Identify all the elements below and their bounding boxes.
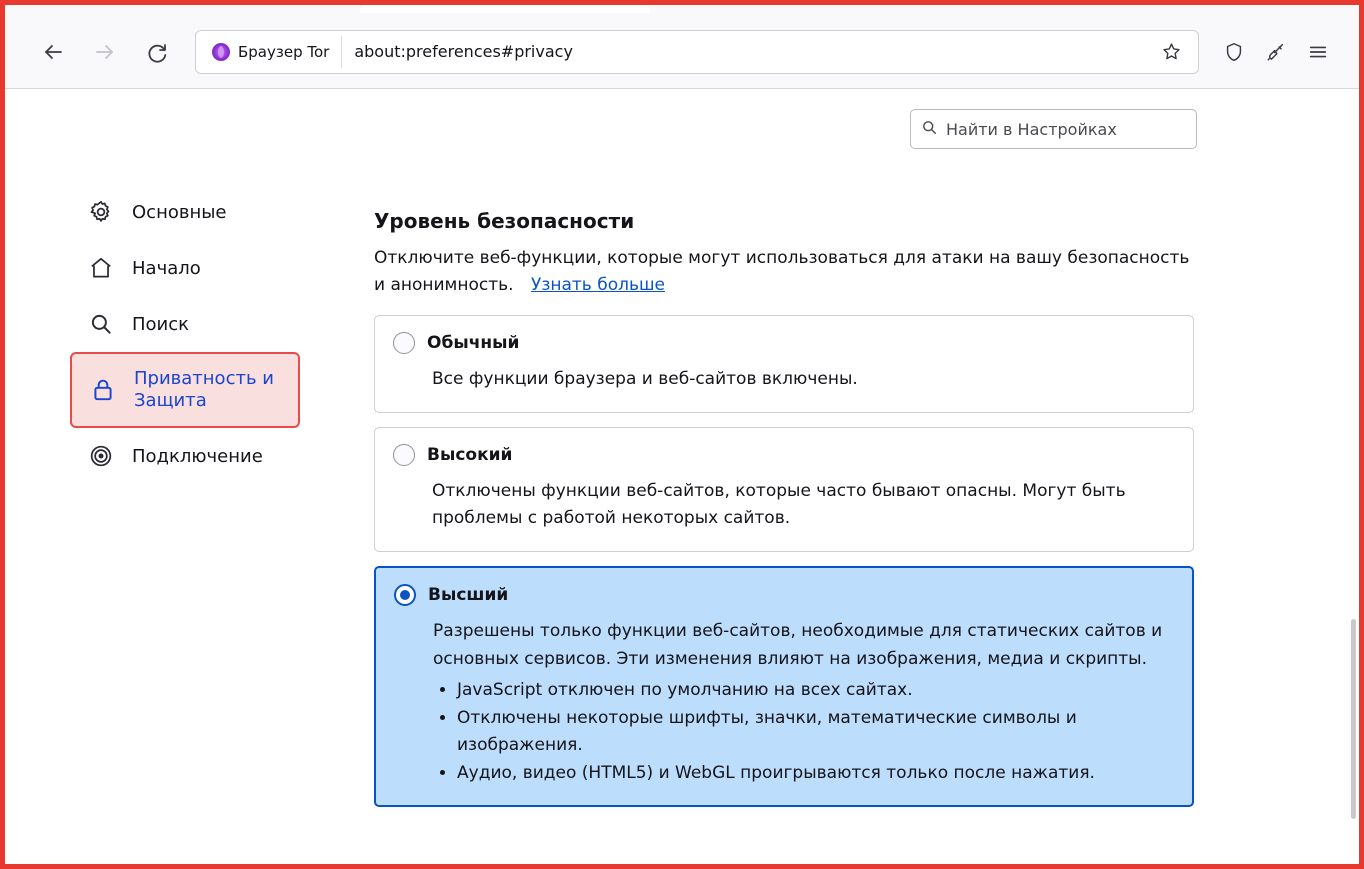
forward-button[interactable] — [85, 32, 125, 72]
sidebar-item-label: Поиск — [132, 313, 190, 335]
lock-icon — [88, 375, 118, 405]
navigation-toolbar — [5, 15, 1359, 88]
onion-connection-icon — [86, 441, 116, 471]
shield-icon[interactable] — [1213, 32, 1255, 72]
browser-chrome — [5, 5, 1359, 89]
search-icon — [921, 119, 938, 140]
hamburger-menu-icon[interactable] — [1297, 32, 1339, 72]
sidebar-item-home[interactable] — [70, 240, 300, 296]
section-description-text: Отключите веб-функции, которые могут использоваться для атаки на вашу безопасность и анонимность. — [374, 248, 1190, 296]
section-description — [374, 245, 1194, 299]
new-identity-broom-icon[interactable] — [1255, 32, 1297, 72]
level-description: Отключены функции веб-сайтов, которые часто бывают опасны. Могут быть проблемы с работой некоторых сайтов. — [432, 480, 1126, 529]
url-bar[interactable] — [195, 30, 1199, 74]
security-level-panel — [374, 209, 1194, 821]
sidebar-item-label: Основные — [132, 201, 227, 223]
search-input[interactable]: Найти в Настройках — [946, 119, 1117, 139]
sidebar-item-connection[interactable] — [70, 428, 300, 484]
list-item: • Отключены некоторые шрифты, значки, математические символы и изображения. — [457, 705, 1172, 760]
sidebar-item-search[interactable] — [70, 296, 300, 352]
site-identity-chip[interactable] — [204, 36, 342, 68]
sidebar-item-general[interactable] — [70, 184, 300, 240]
url-text[interactable]: about:preferences#privacy — [354, 42, 573, 61]
radio-safer[interactable] — [393, 444, 415, 466]
home-icon — [86, 253, 116, 283]
security-level-option-safest[interactable] — [374, 566, 1194, 807]
radio-standard[interactable] — [393, 332, 415, 354]
list-item: • JavaScript отключен по умолчанию на всех сайтах. — [457, 677, 1172, 705]
level-description: Все функции браузера и веб-сайтов включены. — [432, 369, 858, 390]
preferences-page — [5, 89, 1359, 864]
settings-search[interactable] — [910, 109, 1197, 149]
star-icon[interactable] — [1154, 35, 1188, 69]
level-description: Разрешены только функции веб-сайтов, необходимые для статических сайтов и основных сервисов. Эти изменения влияют на изображения, медиа и скрипты. — [433, 620, 1163, 669]
radio-safest[interactable] — [394, 584, 416, 606]
url-bar-actions — [1154, 35, 1188, 69]
security-level-option-standard[interactable] — [374, 315, 1194, 413]
security-level-option-safer[interactable] — [374, 427, 1194, 552]
level-name: Высший — [428, 584, 509, 605]
reload-button[interactable] — [137, 32, 177, 72]
level-name: Высокий — [427, 444, 513, 465]
level-name: Обычный — [427, 333, 520, 354]
level-bullet-list — [433, 677, 1172, 787]
onion-icon — [212, 43, 230, 61]
preferences-sidebar — [70, 184, 300, 484]
identity-label: Браузер Tor — [238, 42, 330, 61]
sidebar-item-label: Приватность и Защита — [134, 367, 274, 411]
list-item: • Аудио, видео (HTML5) и WebGL проигрываются только после нажатия. — [457, 760, 1172, 788]
learn-more-link[interactable]: Узнать больше — [530, 275, 666, 296]
gear-icon — [86, 197, 116, 227]
tab-strip — [5, 5, 1359, 15]
sidebar-item-privacy-security[interactable] — [70, 352, 300, 428]
toolbar-buttons — [1213, 32, 1339, 72]
sidebar-item-label: Начало — [132, 257, 201, 279]
active-tab[interactable] — [360, 5, 650, 13]
back-button[interactable] — [33, 32, 73, 72]
search-icon — [86, 309, 116, 339]
page-title: Уровень безопасности — [374, 209, 635, 233]
page-scrollbar[interactable] — [1351, 619, 1356, 819]
sidebar-item-label: Подключение — [132, 445, 263, 467]
